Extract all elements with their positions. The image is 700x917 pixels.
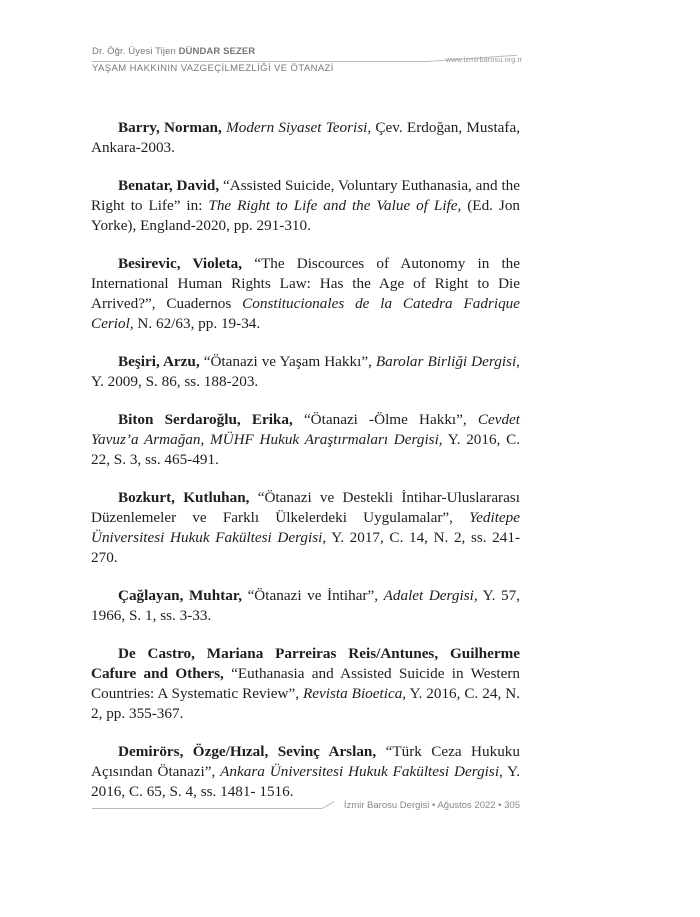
bibliography-list <box>91 118 520 820</box>
entry-source-title: Constitucionales de la Catedra Fadrique Ceriol, <box>91 295 521 332</box>
entry-source-title: Barolar Birliği Dergisi, <box>375 353 520 370</box>
entry-author: Biton Serdaroğlu, Erika, <box>118 411 293 428</box>
entry-source-title: Modern Siyaset Teorisi, <box>226 119 372 136</box>
page-header <box>92 46 522 76</box>
entry-text: Y. 57, 1966, S. 1, ss. 3-33. <box>91 587 520 624</box>
header-url[interactable]: www.izmirbarosu.org.tr <box>445 55 522 64</box>
entry-author: Beşiri, Arzu, <box>118 353 200 370</box>
bibliography-entry <box>91 352 520 392</box>
entry-text: Y. 2009, S. 86, ss. 188-203. <box>91 373 259 390</box>
footer-text: İzmir Barosu Dergisi • Ağustos 2022 • 305 <box>343 800 520 811</box>
entry-text: Y. 2016, C. 22, S. 3, ss. 465-491. <box>91 431 520 468</box>
entry-text: Y. 2016, C. 65, S. 4, ss. 1481- 1516. <box>91 763 520 800</box>
entry-text: Y. 2016, C. 24, N. 2, pp. 355-367. <box>91 685 521 722</box>
entry-text: “Ötanazi ve Destekli İntihar-Uluslararası Düzenlemeler ve Farklı Ülkelerdeki Uygulamalar”, <box>91 489 520 526</box>
entry-author: Bozkurt, Kutluhan, <box>118 489 250 506</box>
entry-text: “Ötanazi -Ölme Hakkı”, <box>292 411 478 428</box>
entry-text: Çev. Erdoğan, Mustafa, Ankara-2003. <box>91 119 520 156</box>
entry-text: (Ed. Jon Yorke), England-2020, pp. 291-310. <box>91 197 521 234</box>
entry-source-title: Adalet Dergisi, <box>383 587 478 604</box>
entry-source-title: The Right to Life and the Value of Life, <box>208 197 462 214</box>
entry-text: “Assisted Suicide, Voluntary Euthanasia, and the Right to Life” in: <box>91 177 521 214</box>
bibliography-entry <box>91 254 520 334</box>
bibliography-entry <box>91 118 520 158</box>
entry-text: “Ötanazi ve Yaşam Hakkı”, <box>199 353 376 370</box>
header-rule <box>92 61 427 62</box>
entry-author: Çağlayan, Muhtar, <box>118 587 242 604</box>
entry-author: Besirevic, Violeta, <box>118 255 243 272</box>
entry-author: Barry, Norman, <box>118 119 222 136</box>
entry-text: N. 62/63, pp. 19-34. <box>133 315 261 332</box>
bibliography-entry <box>91 176 520 236</box>
entry-author: De Castro, Mariana Parreiras Reis/Antunes, Guilherme Cafure and Others, <box>91 645 520 682</box>
header-author <box>92 46 255 57</box>
header-author-prefix: Dr. Öğr. Üyesi Tijen <box>92 46 179 57</box>
footer-rule-slope <box>322 801 335 809</box>
entry-source-title: Revista Bioetica, <box>303 685 407 702</box>
footer-rule <box>92 808 322 809</box>
bibliography-entry <box>91 488 520 568</box>
header-title: YAŞAM HAKKININ VAZGEÇİLMEZLİĞİ VE ÖTANAZİ <box>92 63 334 74</box>
page-footer <box>92 798 520 818</box>
entry-text: “The Discources of Autonomy in the International Human Rights Law: Has the Age of Right to Die Arrived?”, Cuadernos <box>91 255 520 312</box>
entry-author: Benatar, David, <box>118 177 220 194</box>
header-author-name: DÜNDAR SEZER <box>178 46 256 57</box>
bibliography-entry <box>91 742 520 802</box>
entry-source-title: Yeditepe Üniversitesi Hukuk Fakültesi Dergisi, <box>91 509 520 546</box>
entry-text: “Euthanasia and Assisted Suicide in Western Countries: A Systematic Review”, <box>91 665 520 702</box>
entry-source-title: Ankara Üniversitesi Hukuk Fakültesi Dergisi, <box>220 763 503 780</box>
entry-text: “Ötanazi ve İntihar”, <box>242 587 384 604</box>
entry-author: Demirörs, Özge/Hızal, Sevinç Arslan, <box>118 743 377 760</box>
bibliography-entry <box>91 586 520 626</box>
bibliography-entry <box>91 410 520 470</box>
entry-source-title: Cevdet Yavuz’a Armağan, MÜHF Hukuk Araştırmaları Dergisi, <box>91 411 520 448</box>
bibliography-entry <box>91 644 520 724</box>
entry-text: Y. 2017, C. 14, N. 2, ss. 241-270. <box>91 529 521 566</box>
entry-text: “Türk Ceza Hukuku Açısından Ötanazi”, <box>91 743 520 780</box>
